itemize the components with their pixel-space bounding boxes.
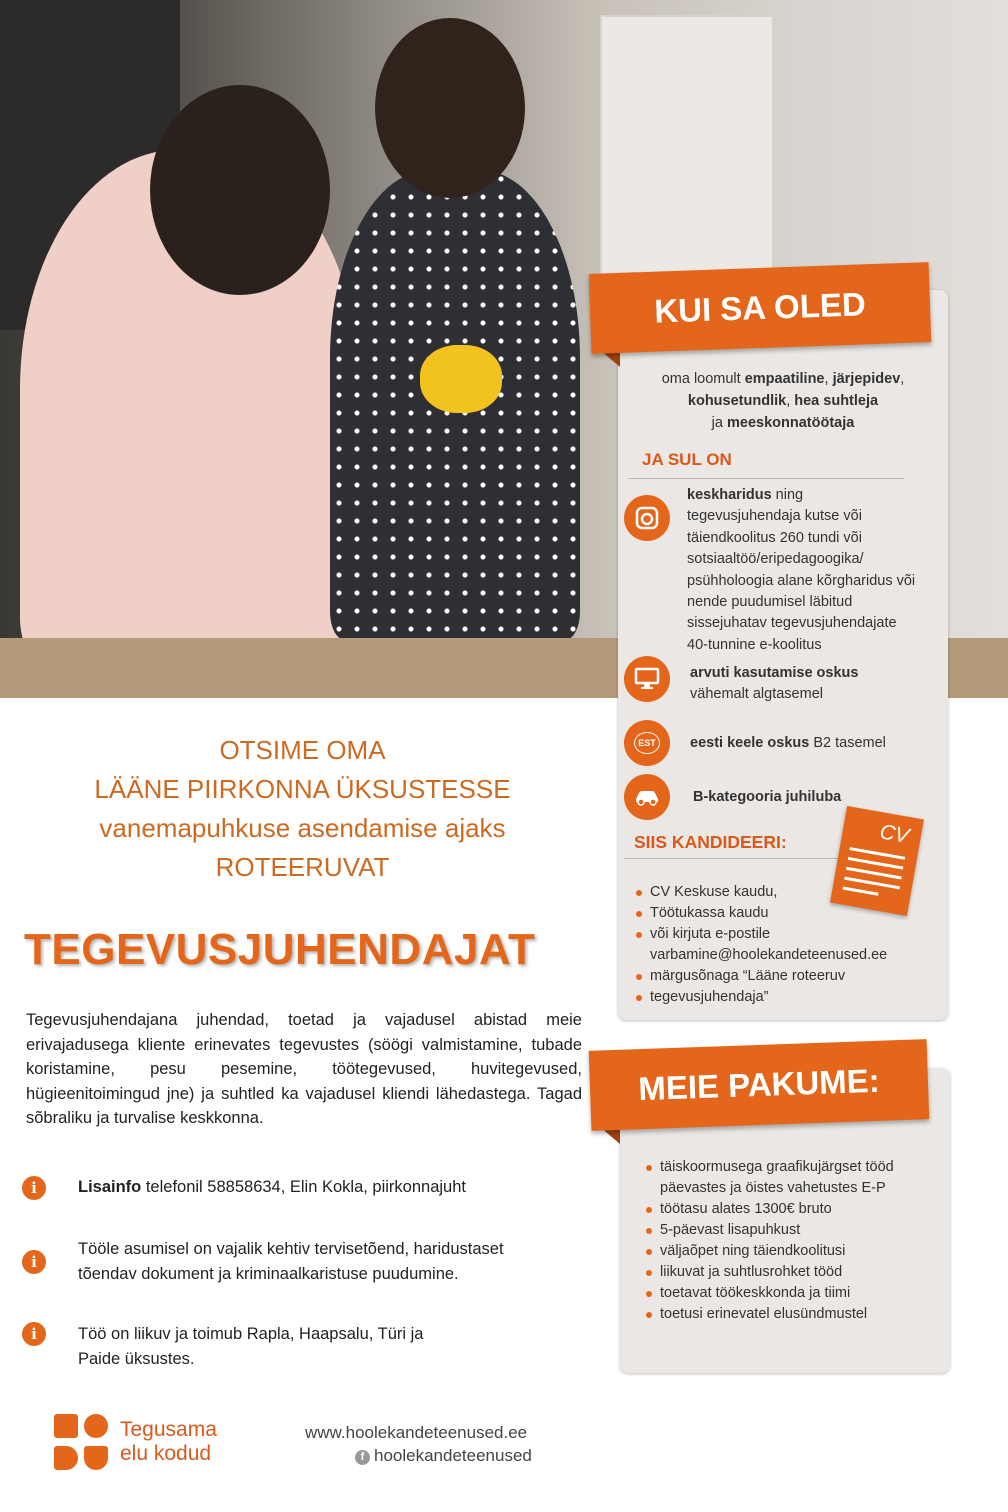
- education-line: 40-tunnine e-koolitus: [687, 636, 822, 653]
- offer-list: [646, 1157, 942, 1325]
- siis-kandideeri-heading: SIIS KANDIDEERI:: [634, 832, 787, 852]
- education-line: sotsiaaltöö/eripedagoogika/: [687, 551, 864, 568]
- logo-block: [54, 1446, 78, 1470]
- logo-block: [54, 1414, 78, 1438]
- location-line: Töö on liikuv ja toimub Rapla, Haapsalu, Türi ja: [78, 1325, 424, 1343]
- education-requirement: [687, 485, 942, 656]
- intro-seg: empaatiline: [744, 371, 825, 387]
- est-badge: EST: [634, 732, 660, 754]
- intro-seg: meeskonnatöötaja: [727, 415, 855, 431]
- apply-item: Töötukassa kaudu: [636, 903, 944, 924]
- license-requirement: [693, 787, 933, 808]
- contact-info: [78, 1175, 466, 1200]
- offer-item: täiskoormusega graafikujärgset tööd: [646, 1157, 942, 1178]
- logo-line-1: Tegusama: [120, 1418, 217, 1441]
- facebook-handle[interactable]: hoolekandeteenused: [374, 1446, 532, 1465]
- logo-text: [120, 1418, 217, 1466]
- photo-woman-left-hair: [150, 85, 330, 295]
- info-icon: i: [22, 1250, 46, 1274]
- intro-seg: ,: [786, 393, 795, 409]
- kodu-logo-icon: [54, 1414, 110, 1472]
- apply-item: märgusõnaga “Lääne roteeruv: [636, 966, 944, 987]
- computer-icon: [624, 656, 670, 702]
- info-icon: i: [22, 1322, 46, 1346]
- facebook-icon: f: [355, 1450, 370, 1465]
- logo-block: [84, 1414, 108, 1438]
- ja-sul-on-heading: JA SUL ON: [642, 450, 732, 469]
- offer-item: toetusi erinevatel elusündmustel: [646, 1304, 942, 1325]
- intro-seg: oma loomult: [661, 371, 745, 387]
- website-link[interactable]: www.hoolekandeteenused.ee: [305, 1423, 528, 1442]
- documents-info: [78, 1237, 504, 1286]
- intro-seg: ja: [711, 415, 727, 431]
- education-line: täiendkoolitus 260 tundi või: [687, 529, 862, 546]
- computer-requirement: [690, 663, 940, 706]
- kui-sa-oled-ribbon: KUI SA OLED: [589, 262, 932, 354]
- apply-email[interactable]: [636, 945, 944, 966]
- apply-list: [636, 882, 944, 1008]
- headline-line-3: vanemapuhkuse asendamise ajaks: [99, 813, 506, 843]
- offer-item: liikuvat ja suhtlusrohket tööd: [646, 1262, 942, 1283]
- logo-line-2: elu kodud: [120, 1442, 212, 1465]
- facebook-link[interactable]: [355, 1446, 532, 1466]
- education-line: tegevusjuhendaja kutse või: [687, 508, 862, 525]
- documents-line: tõendav dokument ja kriminaalkaristuse puudumine.: [78, 1264, 459, 1283]
- intro-seg: ,: [900, 371, 905, 387]
- intro-seg: ,: [824, 371, 833, 387]
- headline-line-4: ROTEERUVAT: [215, 852, 390, 882]
- info-icon: i: [22, 1176, 46, 1200]
- offer-item: 5-päevast lisapuhkust: [646, 1220, 942, 1241]
- logo-block: [84, 1446, 108, 1470]
- intro-seg: hea suhtleja: [794, 393, 879, 409]
- education-bold: keskharidus: [687, 487, 772, 503]
- apply-item: või kirjuta e-postile: [636, 924, 944, 945]
- contact-bold: Lisainfo: [78, 1178, 142, 1196]
- email-link[interactable]: varbamine@hoolekandeteenused.ee: [650, 947, 888, 963]
- language-icon: [624, 720, 670, 766]
- location-line: Paide üksustes.: [78, 1349, 195, 1368]
- divider: [624, 858, 838, 859]
- offer-item: päevastes ja öistes vahetustes E-P: [660, 1180, 886, 1196]
- language-rest: B2 tasemel: [809, 735, 886, 751]
- graduation-icon: [624, 495, 670, 541]
- documents-line: Tööle asumisel on vajalik kehtiv tervisetõend, haridustaset: [78, 1240, 504, 1258]
- intro-seg: järjepidev: [832, 371, 901, 387]
- personality-intro: [632, 368, 934, 434]
- job-title: TEGEVUSJUHENDAJAT: [24, 925, 536, 974]
- education-line: sissejuhatav tegevusjuhendajate: [687, 615, 897, 632]
- photo-woman-right-hair: [375, 18, 525, 198]
- job-description: Tegevusjuhendajana juhendad, toetad ja vajadusel abistad meie erivajadusega kliente erinevates tegevustes (söögi valmistamine, tubade koristamine, pesu pesemine, töötegevused, huvitegevused, hügieenitoimingud jne) ja suhtled ka vajadusel kliendi lähedastega. Tagad sõbraliku ja turvalise keskkonna.: [26, 1011, 582, 1127]
- license-bold: B-kategooria juhiluba: [693, 789, 842, 805]
- computer-bold: arvuti kasutamise oskus: [690, 665, 859, 681]
- education-line: ning: [771, 487, 804, 503]
- offer-item: väljaõpet ning täiendkoolitusi: [646, 1241, 942, 1262]
- apply-item: tegevusjuhendaja”: [636, 987, 944, 1008]
- location-info: [78, 1322, 423, 1371]
- car-icon: [624, 774, 670, 820]
- offer-item: töötasu alates 1300€ bruto: [646, 1199, 942, 1220]
- divider: [628, 478, 904, 479]
- intro-seg: kohusetundlik: [687, 393, 787, 409]
- computer-rest: vähemalt algtasemel: [690, 686, 823, 703]
- offer-item: toetavat töökeskkonda ja tiimi: [646, 1283, 942, 1304]
- language-bold: eesti keele oskus: [690, 735, 810, 751]
- education-line: nende puudumisel läbitud: [687, 594, 853, 611]
- meie-pakume-ribbon: MEIE PAKUME:: [589, 1039, 930, 1131]
- cv-label: CV: [877, 820, 911, 848]
- headline-line-2: LÄÄNE PIIRKONNA ÜKSUSTESSE: [94, 774, 511, 804]
- apply-item: CV Keskuse kaudu,: [636, 882, 944, 903]
- photo-yellow-fruit: [420, 345, 502, 413]
- headline-line-1: OTSIME OMA: [219, 735, 386, 765]
- language-requirement: [690, 733, 940, 754]
- contact-rest: telefonil 58858634, Elin Kokla, piirkonnajuht: [141, 1178, 466, 1196]
- education-line: psühholoogia alane kõrgharidus või: [687, 572, 916, 589]
